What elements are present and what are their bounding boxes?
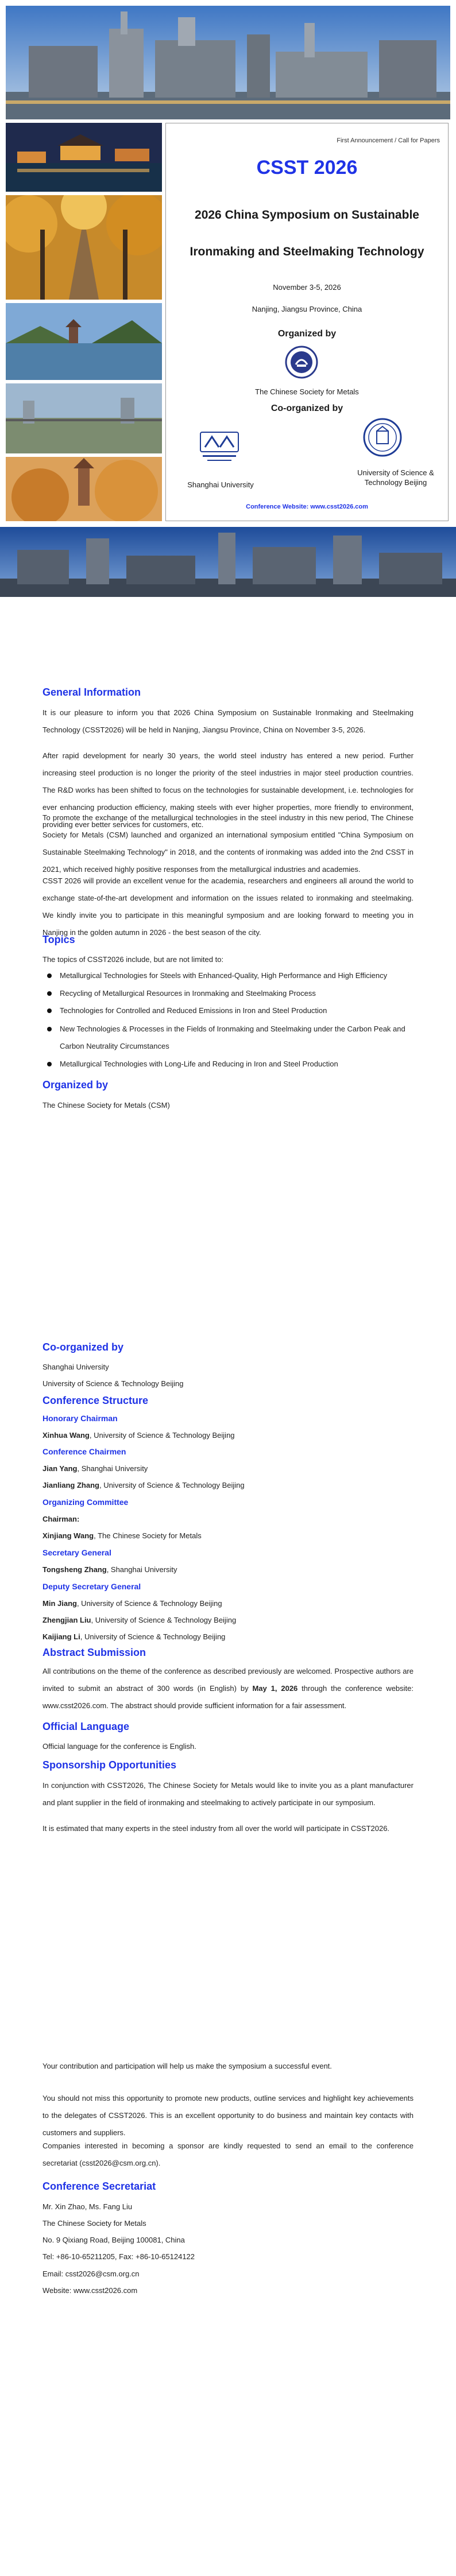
topic-item: Metallurgical Technologies for Steels with Enhanced-Quality, High Performance and High Efficiency <box>47 967 415 984</box>
conference-chairman: Jianliang Zhang, University of Science & Technology Beijing <box>42 1481 245 1489</box>
official-language-text: Official language for the conference is English. <box>42 1742 196 1751</box>
abstract-paragraph: All contributions on the theme of the conference as described previously are welcomed. Prospective authors are invited to submit an abstract of 300 words (in English) by May 1, 2026 through the conference website: www.csst2026.com. The abstract should provide sufficient information for a fair assessment. <box>42 1667 414 1710</box>
sponsorship-paragraph-2: It is estimated that many experts in the steel industry from all over the world will participate in CSST2026. <box>42 1824 390 1833</box>
topic-item: New Technologies & Processes in the Fields of Ironmaking and Steelmaking under the Carbon Peak and Carbon Neutrality Circumstances <box>47 1021 415 1055</box>
organizer-name: The Chinese Society for Metals (CSM) <box>42 1101 170 1109</box>
honorary-chairman-heading: Honorary Chairman <box>42 1414 118 1423</box>
deputy-secretary: Min Jiang, University of Science & Technology Beijing <box>42 1599 222 1608</box>
photo-steel-mill-wide <box>0 527 456 597</box>
secretariat-contact-names: Mr. Xin Zhao, Ms. Fang Liu <box>42 2202 133 2211</box>
organizing-committee-heading: Organizing Committee <box>42 1498 129 1507</box>
event-location: Nanjing, Jiangsu Province, China <box>252 305 362 313</box>
topic-item: Recycling of Metallurgical Resources in Ironmaking and Steelmaking Process <box>47 985 415 1002</box>
organized-by-label: Organized by <box>277 329 337 339</box>
committee-chairman: Xinjiang Wang, The Chinese Society for Metals <box>42 1531 202 1540</box>
announcement-tag: First Announcement / Call for Papers <box>337 137 440 144</box>
secretariat-email[interactable]: Email: csst2026@csm.org.cn <box>42 2269 140 2278</box>
official-language-heading: Official Language <box>42 1721 130 1732</box>
photo-bridge-city <box>6 383 162 453</box>
organized-by-heading: Organized by <box>42 1079 109 1091</box>
sponsorship-paragraph-4: You should not miss this opportunity to promote new products, outline services and highlight key achievements to the delegates of CSST2026. This is an excellent opportunity to do business and maintain key contacts with customers and suppliers. <box>42 2094 414 2137</box>
conference-website[interactable]: Conference Website: www.csst2026.com <box>246 503 368 510</box>
ustb-name: University of Science & Technology Beijing <box>357 468 434 487</box>
sponsorship-paragraph-3: Your contribution and participation will help us make the symposium a successful event. <box>42 2062 332 2070</box>
general-paragraph-3: To promote the exchange of the metallurgical technologies in the steel industry in this new period, The Chinese Society for Metals (CSM) launched and organized an international symposium entitled "China Symposium on Sustainable Steelmaking Technology" in 2018, and the contents of ironmaking was added into the 2nd CSST in 2021, which received highly positive responses from the metallurgical industries and academies. <box>42 813 414 874</box>
topics-heading: Topics <box>42 934 75 945</box>
shanghai-university-name: Shanghai University <box>187 480 254 489</box>
conference-secretariat-heading: Conference Secretariat <box>42 2181 156 2192</box>
header-photo-steel-plant <box>6 6 450 119</box>
co-organizer-name: University of Science & Technology Beijing <box>42 1379 184 1388</box>
photo-lake-pagoda <box>6 303 162 380</box>
secretary-general: Tongsheng Zhang, Shanghai University <box>42 1565 177 1574</box>
secretariat-organization: The Chinese Society for Metals <box>42 2219 146 2228</box>
event-acronym: CSST 2026 <box>256 157 358 179</box>
topic-item: Metallurgical Technologies with Long-Life and Reducing in Iron and Steel Production <box>47 1056 415 1073</box>
general-paragraph-4: CSST 2026 will provide an excellent venue for the academia, researchers and engineers all around the world to exchange state-of-the-art development and information on the issues related to ironmaking and steelmaking. We kindly invite you to participate in this meaningful symposium and are looking forward to meeting you in Nanjing in the golden autumn in 2026 - the best season of the city. <box>42 876 414 937</box>
photo-autumn-avenue <box>6 195 162 300</box>
secretariat-website[interactable]: Website: www.csst2026.com <box>42 2286 138 2295</box>
sponsorship-paragraph-5: Companies interested in becoming a sponsor are kindly requested to send an email to the conference secretariat (csst2026@csm.org.cn). <box>42 2142 414 2167</box>
event-title: 2026 China Symposium on Sustainable Ironmaking and Steelmaking Technology <box>190 208 424 258</box>
co-organizer-name: Shanghai University <box>42 1363 109 1371</box>
conference-chairmen-heading: Conference Chairmen <box>42 1447 126 1456</box>
general-information-heading: General Information <box>42 686 141 698</box>
sponsorship-heading: Sponsorship Opportunities <box>42 1759 176 1771</box>
topics-intro: The topics of CSST2026 include, but are not limited to: <box>42 955 224 964</box>
co-organized-by-heading: Co-organized by <box>42 1341 124 1353</box>
sponsorship-paragraph-1: In conjunction with CSST2026, The Chinese Society for Metals would like to invite you as a plant manufacturer and plant supplier in the field of ironmaking and steelmaking to actively participate in our symposium. <box>42 1781 414 1807</box>
deputy-secretary: Zhengjian Liu, University of Science & Technology Beijing <box>42 1616 237 1624</box>
ustb-logo <box>362 417 403 457</box>
photo-nanjing-night <box>6 123 162 192</box>
csm-name: The Chinese Society for Metals <box>255 387 359 396</box>
announcement-panel <box>165 123 449 521</box>
csm-logo <box>284 345 319 379</box>
secretariat-address: No. 9 Qixiang Road, Beijing 100081, China <box>42 2236 185 2244</box>
co-organized-by-label: Co-organized by <box>270 404 343 413</box>
event-date: November 3-5, 2026 <box>273 283 341 292</box>
conference-structure-heading: Conference Structure <box>42 1395 149 1406</box>
photo-autumn-tower <box>6 457 162 521</box>
general-paragraph-1: It is our pleasure to inform you that 2026 China Symposium on Sustainable Ironmaking and Steelmaking Technology (CSST2026) will be held in Nanjing, Jiangsu Province, China on November 3-5, 2026. <box>42 708 414 734</box>
conference-chairman: Jian Yang, Shanghai University <box>42 1464 148 1473</box>
abstract-submission-heading: Abstract Submission <box>42 1647 146 1658</box>
honorary-chairman: Xinhua Wang, University of Science & Technology Beijing <box>42 1431 235 1440</box>
general-paragraph-2: After rapid development for nearly 30 years, the world steel industry has entered a new period. Further increasing steel production is no longer the priority of the steel industries in major steel production countries. The R&D works has been shifted to focus on the technologies for sustainable development, i.e. technologies for ever enhancing production efficiency, making steels with ever higher properties, more friendly to environment, providing ever better services for customers, etc. <box>42 751 414 829</box>
chairman-label: Chairman: <box>42 1515 80 1523</box>
secretary-general-heading: Secretary General <box>42 1548 111 1557</box>
deputy-secretary: Kaijiang Li, University of Science & Technology Beijing <box>42 1632 226 1641</box>
secretariat-phone-fax: Tel: +86-10-65211205, Fax: +86-10-65124122 <box>42 2252 195 2261</box>
shanghai-university-logo <box>195 428 244 468</box>
deputy-secretary-general-heading: Deputy Secretary General <box>42 1582 141 1591</box>
topic-item: Technologies for Controlled and Reduced Emissions in Iron and Steel Production <box>47 1002 415 1019</box>
